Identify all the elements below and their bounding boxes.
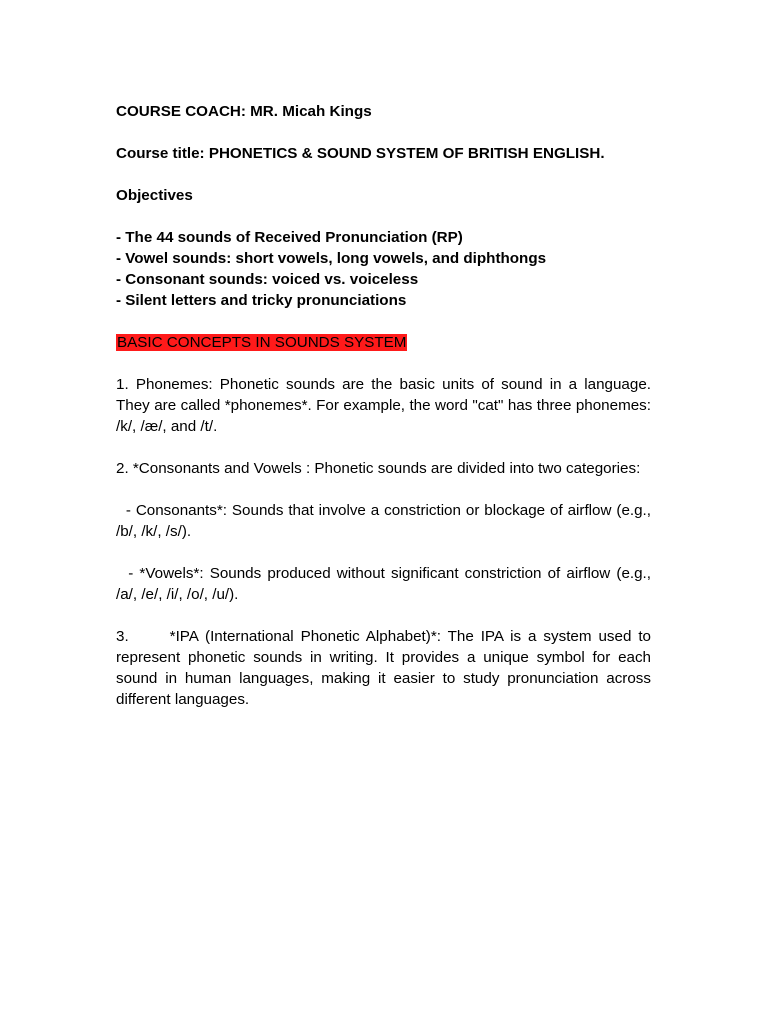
spacer xyxy=(116,437,651,458)
paragraph-ipa-number: 3. xyxy=(116,628,129,645)
section-heading-highlighted: BASIC CONCEPTS IN SOUNDS SYSTEM xyxy=(117,334,407,351)
paragraph-vowels-definition: - *Vowels*: Sounds produced without significant constriction of airflow (e.g., /a/, /e/, /i/, /o/, /u/). xyxy=(116,565,656,603)
objectives-list xyxy=(116,227,651,311)
objective-item: - Silent letters and tricky pronunciations xyxy=(116,292,407,309)
objectives-heading: Objectives xyxy=(116,187,193,204)
spacer xyxy=(116,353,651,374)
course-coach-line: COURSE COACH: MR. Micah Kings xyxy=(116,103,372,120)
paragraph-consonants-vowels: 2. *Consonants and Vowels : Phonetic sounds are divided into two categories: xyxy=(116,460,641,477)
spacer xyxy=(116,605,651,626)
spacer xyxy=(116,542,651,563)
paragraph-phonemes: 1. Phonemes: Phonetic sounds are the basic units of sound in a language. They are called *phonemes*. For example, the word "cat" has three phonemes: /k/, /æ/, and /t/. xyxy=(116,376,651,435)
course-title-line: Course title: PHONETICS & SOUND SYSTEM OF BRITISH ENGLISH. xyxy=(116,145,605,162)
paragraph-ipa-text: *IPA (International Phonetic Alphabet)*: The IPA is a system used to represent phonetic sounds in writing. It provides a unique symbol for each sound in human languages, making it easier to study pronunciation across different languages. xyxy=(116,628,651,708)
document-body xyxy=(116,101,656,710)
objective-item: - Vowel sounds: short vowels, long vowels, and diphthongs xyxy=(116,250,547,267)
spacer xyxy=(116,122,651,143)
spacer xyxy=(116,164,651,185)
paragraph-ipa xyxy=(116,626,651,710)
spacer xyxy=(116,479,651,500)
spacer xyxy=(116,206,651,227)
paragraph-consonants-definition: - Consonants*: Sounds that involve a constriction or blockage of airflow (e.g., /b/, /k/, /s/). xyxy=(116,502,656,540)
objective-item: - Consonant sounds: voiced vs. voiceless xyxy=(116,271,419,288)
section-heading-line xyxy=(116,332,651,353)
spacer xyxy=(116,311,651,332)
objective-item: - The 44 sounds of Received Pronunciation (RP) xyxy=(116,229,463,246)
